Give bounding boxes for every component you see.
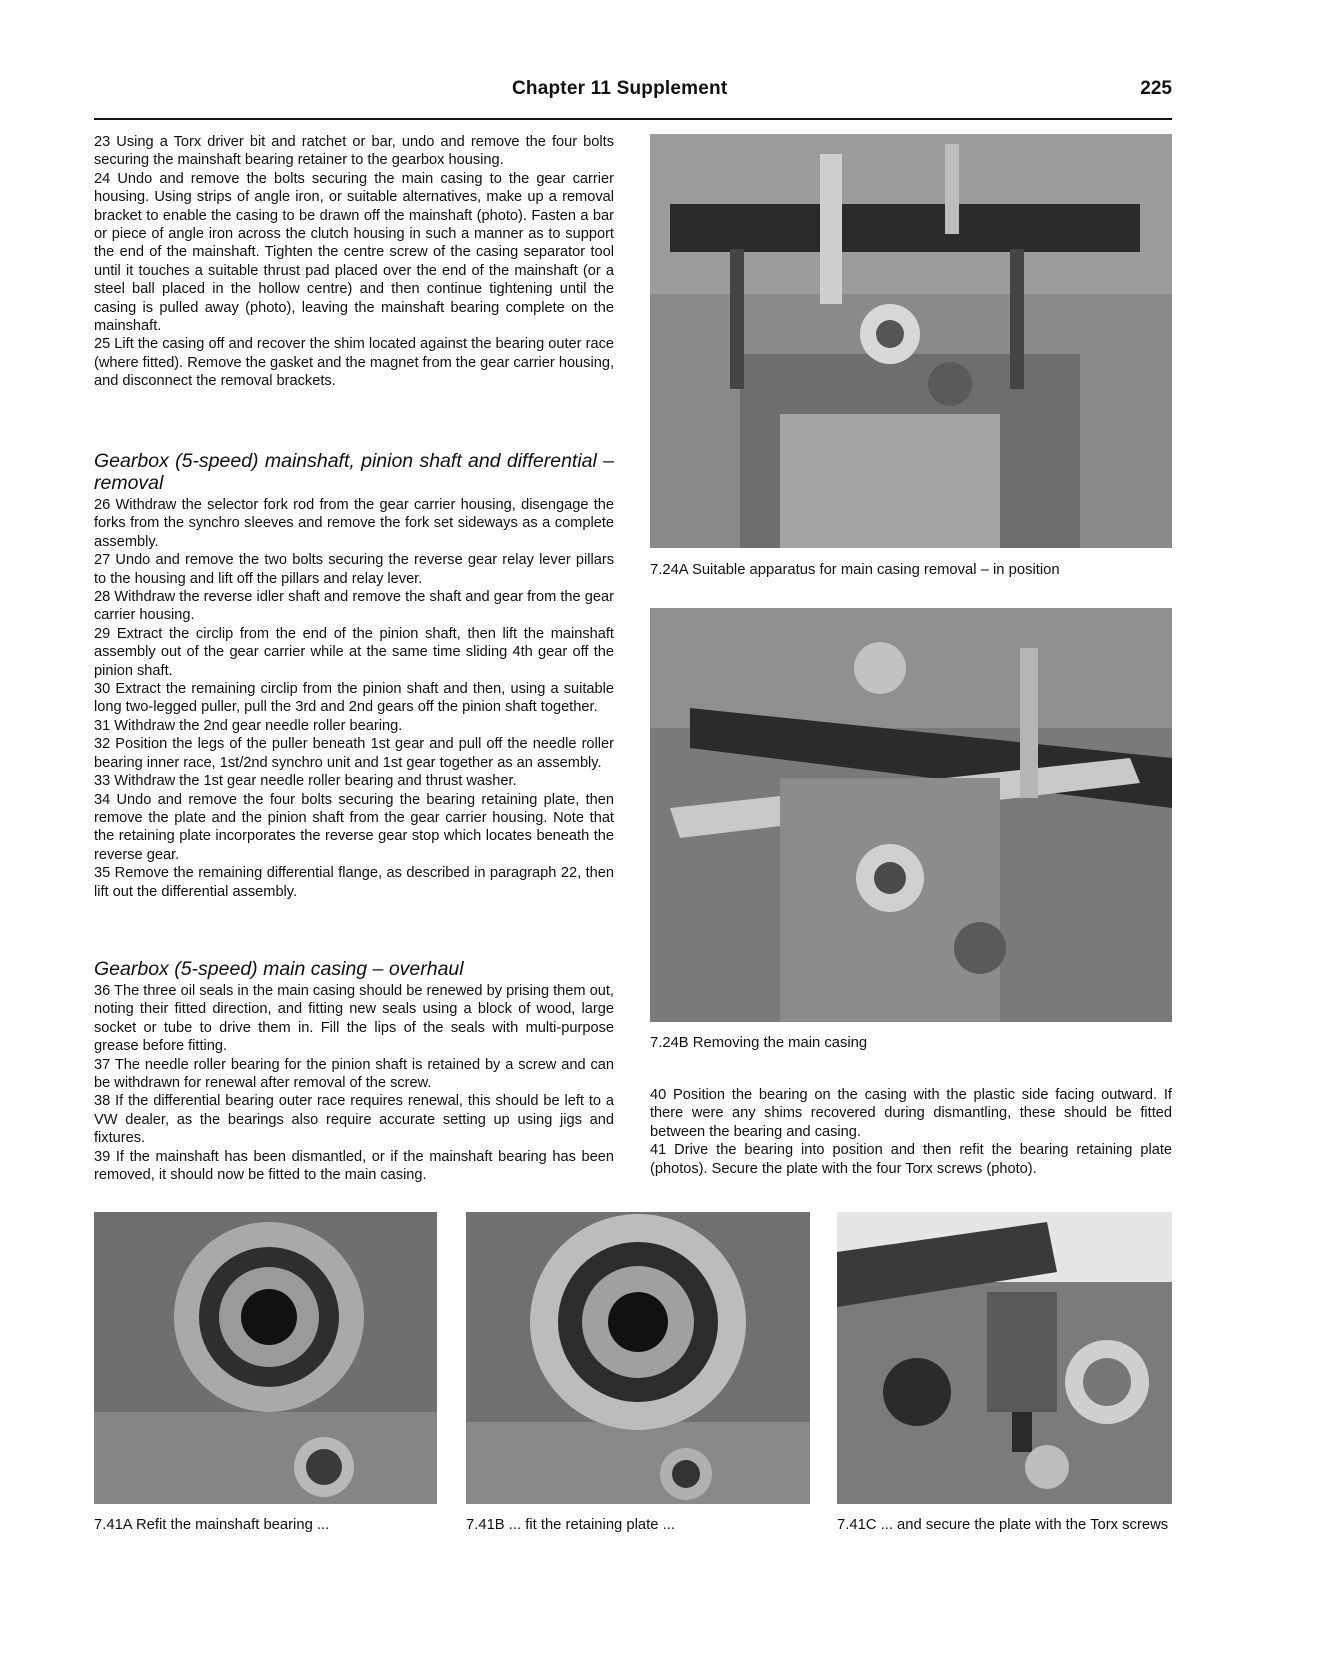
photo-torx-screws	[837, 1212, 1172, 1504]
section-overhaul	[94, 958, 614, 1184]
caption-7-41b: 7.41B ... fit the retaining plate ...	[466, 1517, 675, 1533]
paragraph-24: 24 Undo and remove the bolts securing the main casing to the gear carrier housing. Using strips of angle iron, or suitable alternatives, make up a removal bracket to enable the casing to be drawn off the mainshaft (photo). Fasten a bar or piece of angle iron across the clutch housing in such a manner as to support the end of the mainshaft. Tighten the centre screw of the casing separator tool until it touches a suitable thrust pad placed over the end of the mainshaft (or a steel ball placed in the hollow centre) and then continue tightening until the casing is pulled away (photo), leaving the mainshaft bearing complete on the mainshaft.	[94, 170, 614, 335]
paragraph-27: 27 Undo and remove the two bolts securing the reverse gear relay lever pillars to the housing and lift off the pillars and relay lever.	[94, 552, 614, 587]
paragraph-39: 39 If the mainshaft has been dismantled, or if the mainshaft bearing has been removed, it should now be fitted to the main casing.	[94, 1148, 614, 1184]
left-column-top	[94, 133, 614, 391]
paragraph-32: 32 Position the legs of the puller beneath 1st gear and pull off the needle roller bearing inner race, 1st/2nd synchro unit and 1st gear together as an assembly.	[94, 736, 614, 771]
paragraph-38: 38 If the differential bearing outer race requires renewal, this should be left to a VW dealer, as the bearings also require accurate setting up using jigs and fixtures.	[94, 1093, 614, 1147]
paragraph-30: 30 Extract the remaining circlip from the pinion shaft and then, using a suitable long two-legged puller, pull the 3rd and 2nd gears off the pinion shaft together.	[94, 681, 614, 716]
right-column-text	[650, 1086, 1172, 1178]
paragraph-37: 37 The needle roller bearing for the pinion shaft is retained by a screw and can be withdrawn for renewal after removal of the screw.	[94, 1056, 614, 1092]
paragraph-33: 33 Withdraw the 1st gear needle roller bearing and thrust washer.	[94, 773, 517, 790]
caption-7-41a: 7.41A Refit the mainshaft bearing ...	[94, 1517, 330, 1533]
photo-mainshaft-bearing	[94, 1212, 437, 1504]
section-heading-removal: Gearbox (5-speed) mainshaft, pinion shaft and differential – removal	[94, 450, 614, 494]
caption-7-24b: 7.24B Removing the main casing	[650, 1035, 868, 1051]
paragraph-40: 40 Position the bearing on the casing with the plastic side facing outward. If there were any shims recovered during dismantling, these should be fitted between the bearing and casing.	[650, 1087, 1172, 1140]
caption-7-41c: 7.41C ... and secure the plate with the Torx screws	[837, 1517, 1169, 1533]
chapter-title: Chapter 11 Supplement	[512, 78, 728, 99]
caption-7-24a: 7.24A Suitable apparatus for main casing removal – in position	[650, 562, 1060, 578]
section-heading-overhaul: Gearbox (5-speed) main casing – overhaul	[94, 958, 464, 980]
page-header	[94, 78, 1172, 120]
photo-casing-apparatus	[650, 134, 1172, 548]
paragraph-29: 29 Extract the circlip from the end of the pinion shaft, then lift the mainshaft assembly out of the gear carrier while at the same time sliding 4th gear off the pinion shaft.	[94, 625, 614, 679]
paragraph-36: 36 The three oil seals in the main casing should be renewed by prising them out, noting their fitted direction, and fitting new seals using a block of wood, large socket or tube to drive them in. Fill the lips of the seals with multi-purpose grease before fitting.	[94, 983, 614, 1055]
paragraph-34: 34 Undo and remove the four bolts securing the bearing retaining plate, then remove the plate and the pinion shaft from the gear carrier housing. Note that the retaining plate incorporates the reverse gear stop which locates beneath the reverse gear.	[94, 791, 614, 863]
paragraph-25: 25 Lift the casing off and recover the shim located against the bearing outer race (where fitted). Remove the gasket and the magnet from the gear carrier housing, and disconnect the removal brackets.	[94, 336, 614, 390]
paragraph-23: 23 Using a Torx driver bit and ratchet or bar, undo and remove the four bolts securing the mainshaft bearing retainer to the gearbox housing.	[94, 134, 614, 169]
paragraph-31: 31 Withdraw the 2nd gear needle roller bearing.	[94, 717, 403, 734]
section-removal	[94, 450, 614, 901]
photo-removing-casing	[650, 608, 1172, 1022]
photo-retaining-plate	[466, 1212, 810, 1504]
paragraph-35: 35 Remove the remaining differential flange, as described in paragraph 22, then lift out the differential assembly.	[94, 865, 614, 900]
page-number: 225	[1140, 78, 1172, 99]
paragraph-28: 28 Withdraw the reverse idler shaft and remove the shaft and gear from the gear carrier housing.	[94, 589, 614, 624]
paragraph-26: 26 Withdraw the selector fork rod from the gear carrier housing, disengage the forks from the synchro sleeves and remove the fork set sideways as a complete assembly.	[94, 497, 614, 550]
paragraph-41: 41 Drive the bearing into position and then refit the bearing retaining plate (photos). Secure the plate with the four Torx screws (photo).	[650, 1142, 1172, 1177]
